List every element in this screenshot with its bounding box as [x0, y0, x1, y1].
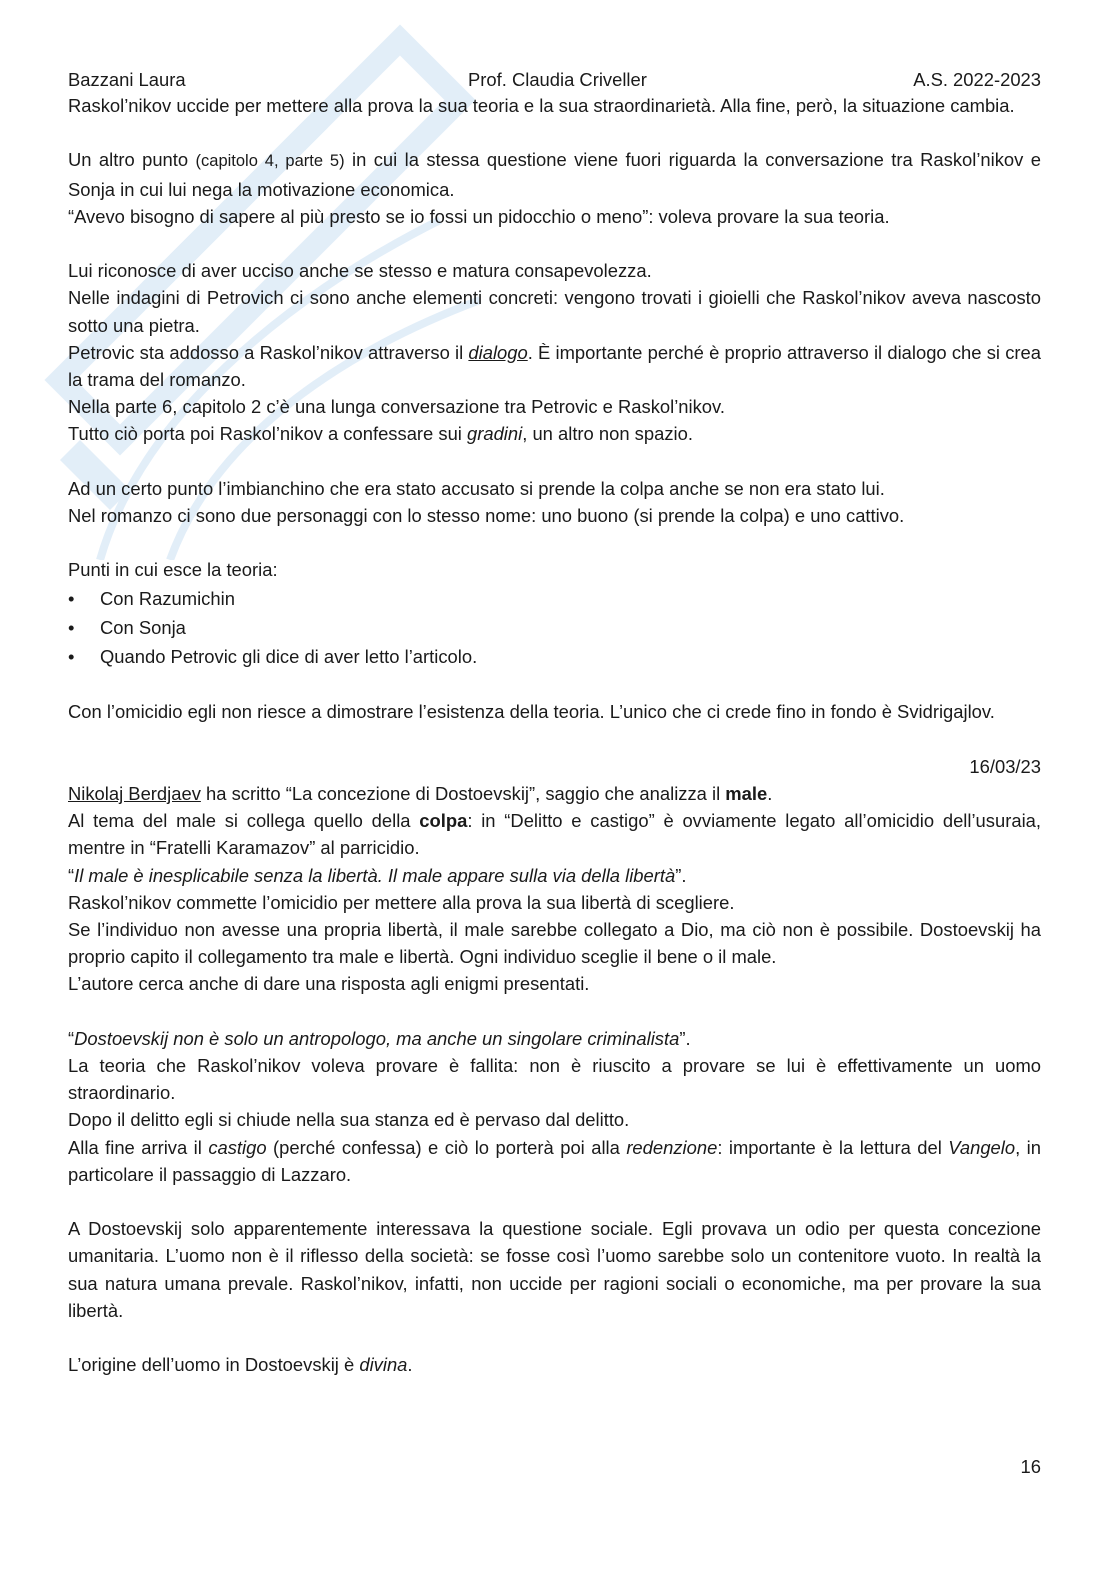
paragraph: “Avevo bisogno di sapere al più presto se io fossi un pidocchio o meno”: voleva provare la sua teoria.: [68, 205, 890, 227]
date-label: 16/03/23: [969, 755, 1041, 777]
paragraph: Raskol’nikov uccide per mettere alla prova la sua teoria e la sua straordinarietà. Alla fine, però, la situazione cambia.: [68, 95, 1015, 116]
paragraph: La teoria che Raskol’nikov voleva provare è fallita: non è riuscito a provare se lui è effettivamente un uomo straordinario.: [68, 1054, 1041, 1104]
quote: “Dostoevskij non è solo un antropologo, ma anche un singolare criminalista”.: [68, 1027, 691, 1049]
paragraph: Nel romanzo ci sono due personaggi con lo stesso nome: uno buono (si prende la colpa) e uno cattivo.: [68, 505, 905, 526]
paragraph: L’origine dell’uomo in Dostoevskij è divina.: [68, 1354, 413, 1376]
paragraph: Nikolaj Berdjaev ha scritto “La concezione di Dostoevskij”, saggio che analizza il male.: [68, 782, 773, 804]
header-author: Bazzani Laura: [68, 69, 186, 90]
header-professor: Prof. Claudia Criveller: [468, 69, 647, 90]
paragraph: Tutto ciò porta poi Raskol’nikov a confessare sui gradini, un altro non spazio.: [68, 423, 693, 445]
document-body: [68, 92, 1041, 1378]
paragraph: Un altro punto (capitolo 4, parte 5) in cui la stessa questione viene fuori riguarda la conversazione tra Raskol’nikov e Sonja in cui lui nega la motivazione economica.: [68, 149, 1041, 200]
page-header: [68, 66, 1041, 94]
paragraph: Nelle indagini di Petrovich ci sono anche elementi concreti: vengono trovati i gioielli che Raskol’nikov aveva nascosto sotto una pietra.: [68, 287, 1041, 336]
quote: “Il male è inesplicabile senza la libertà. Il male appare sulla via della libertà”.: [68, 864, 687, 886]
paragraph: Raskol’nikov commette l’omicidio per mettere alla prova la sua libertà di scegliere.: [68, 891, 735, 913]
bullet-icon: [68, 613, 78, 642]
page-number: 16: [1020, 1456, 1041, 1477]
bullet-icon: [68, 584, 78, 613]
list-item: • Quando Petrovic gli dice di aver letto l’articolo.: [68, 642, 1041, 671]
paragraph: Alla fine arriva il castigo (perché confessa) e ciò lo porterà poi alla redenzione: importante è la lettura del Vangelo, in particolare il passaggio di Lazzaro.: [68, 1136, 1041, 1185]
paragraph: Dopo il delitto egli si chiude nella sua stanza ed è pervaso dal delitto.: [68, 1109, 630, 1131]
paragraph: A Dostoevskij solo apparentemente interessava la questione sociale. Egli provava un odio per questa concezione umanitaria. L’uomo non è il riflesso della società: se fosse così l’uomo sarebbe solo un contenitore vuoto. In realtà la sua natura umana prevale. Raskol’nikov, infatti, non uccide per ragioni sociali o economiche, ma per provare la sua libertà.: [68, 1218, 1041, 1321]
paragraph: Lui riconosce di aver ucciso anche se stesso e matura consapevolezza.: [68, 260, 652, 282]
paragraph: Con l’omicidio egli non riesce a dimostrare l’esistenza della teoria. L’unico che ci crede fino in fondo è Svidrigajlov.: [68, 701, 995, 723]
list-item: • Con Razumichin: [68, 584, 1041, 613]
paragraph: L’autore cerca anche di dare una risposta agli enigmi presentati.: [68, 973, 590, 995]
paragraph: Se l’individuo non avesse una propria libertà, il male sarebbe collegato a Dio, ma ciò non è possibile. Dostoevskij ha proprio capito il collegamento tra male e libertà. Ogni individuo sceglie il bene o il male.: [68, 918, 1041, 968]
paragraph: Punti in cui esce la teoria:: [68, 559, 278, 581]
paragraph: Petrovic sta addosso a Raskol’nikov attraverso il dialogo. È importante perché è proprio attraverso il dialogo che si crea la trama del romanzo.: [68, 341, 1042, 390]
list-item: • Con Sonja: [68, 613, 1041, 642]
bullet-icon: [68, 642, 78, 671]
paragraph: Al tema del male si collega quello della colpa: in “Delitto e castigo” è ovviamente legato all’omicidio dell’usuraia, mentre in “Fratelli Karamazov” al parricidio.: [68, 810, 1041, 859]
chapter-reference: (capitolo 4, parte 5): [195, 152, 345, 171]
bullet-list: [68, 584, 1041, 672]
header-year: A.S. 2022-2023: [913, 69, 1041, 90]
paragraph: Nella parte 6, capitolo 2 c’è una lunga conversazione tra Petrovic e Raskol’nikov.: [68, 396, 725, 418]
paragraph: Ad un certo punto l’imbianchino che era stato accusato si prende la colpa anche se non era stato lui.: [68, 477, 885, 499]
